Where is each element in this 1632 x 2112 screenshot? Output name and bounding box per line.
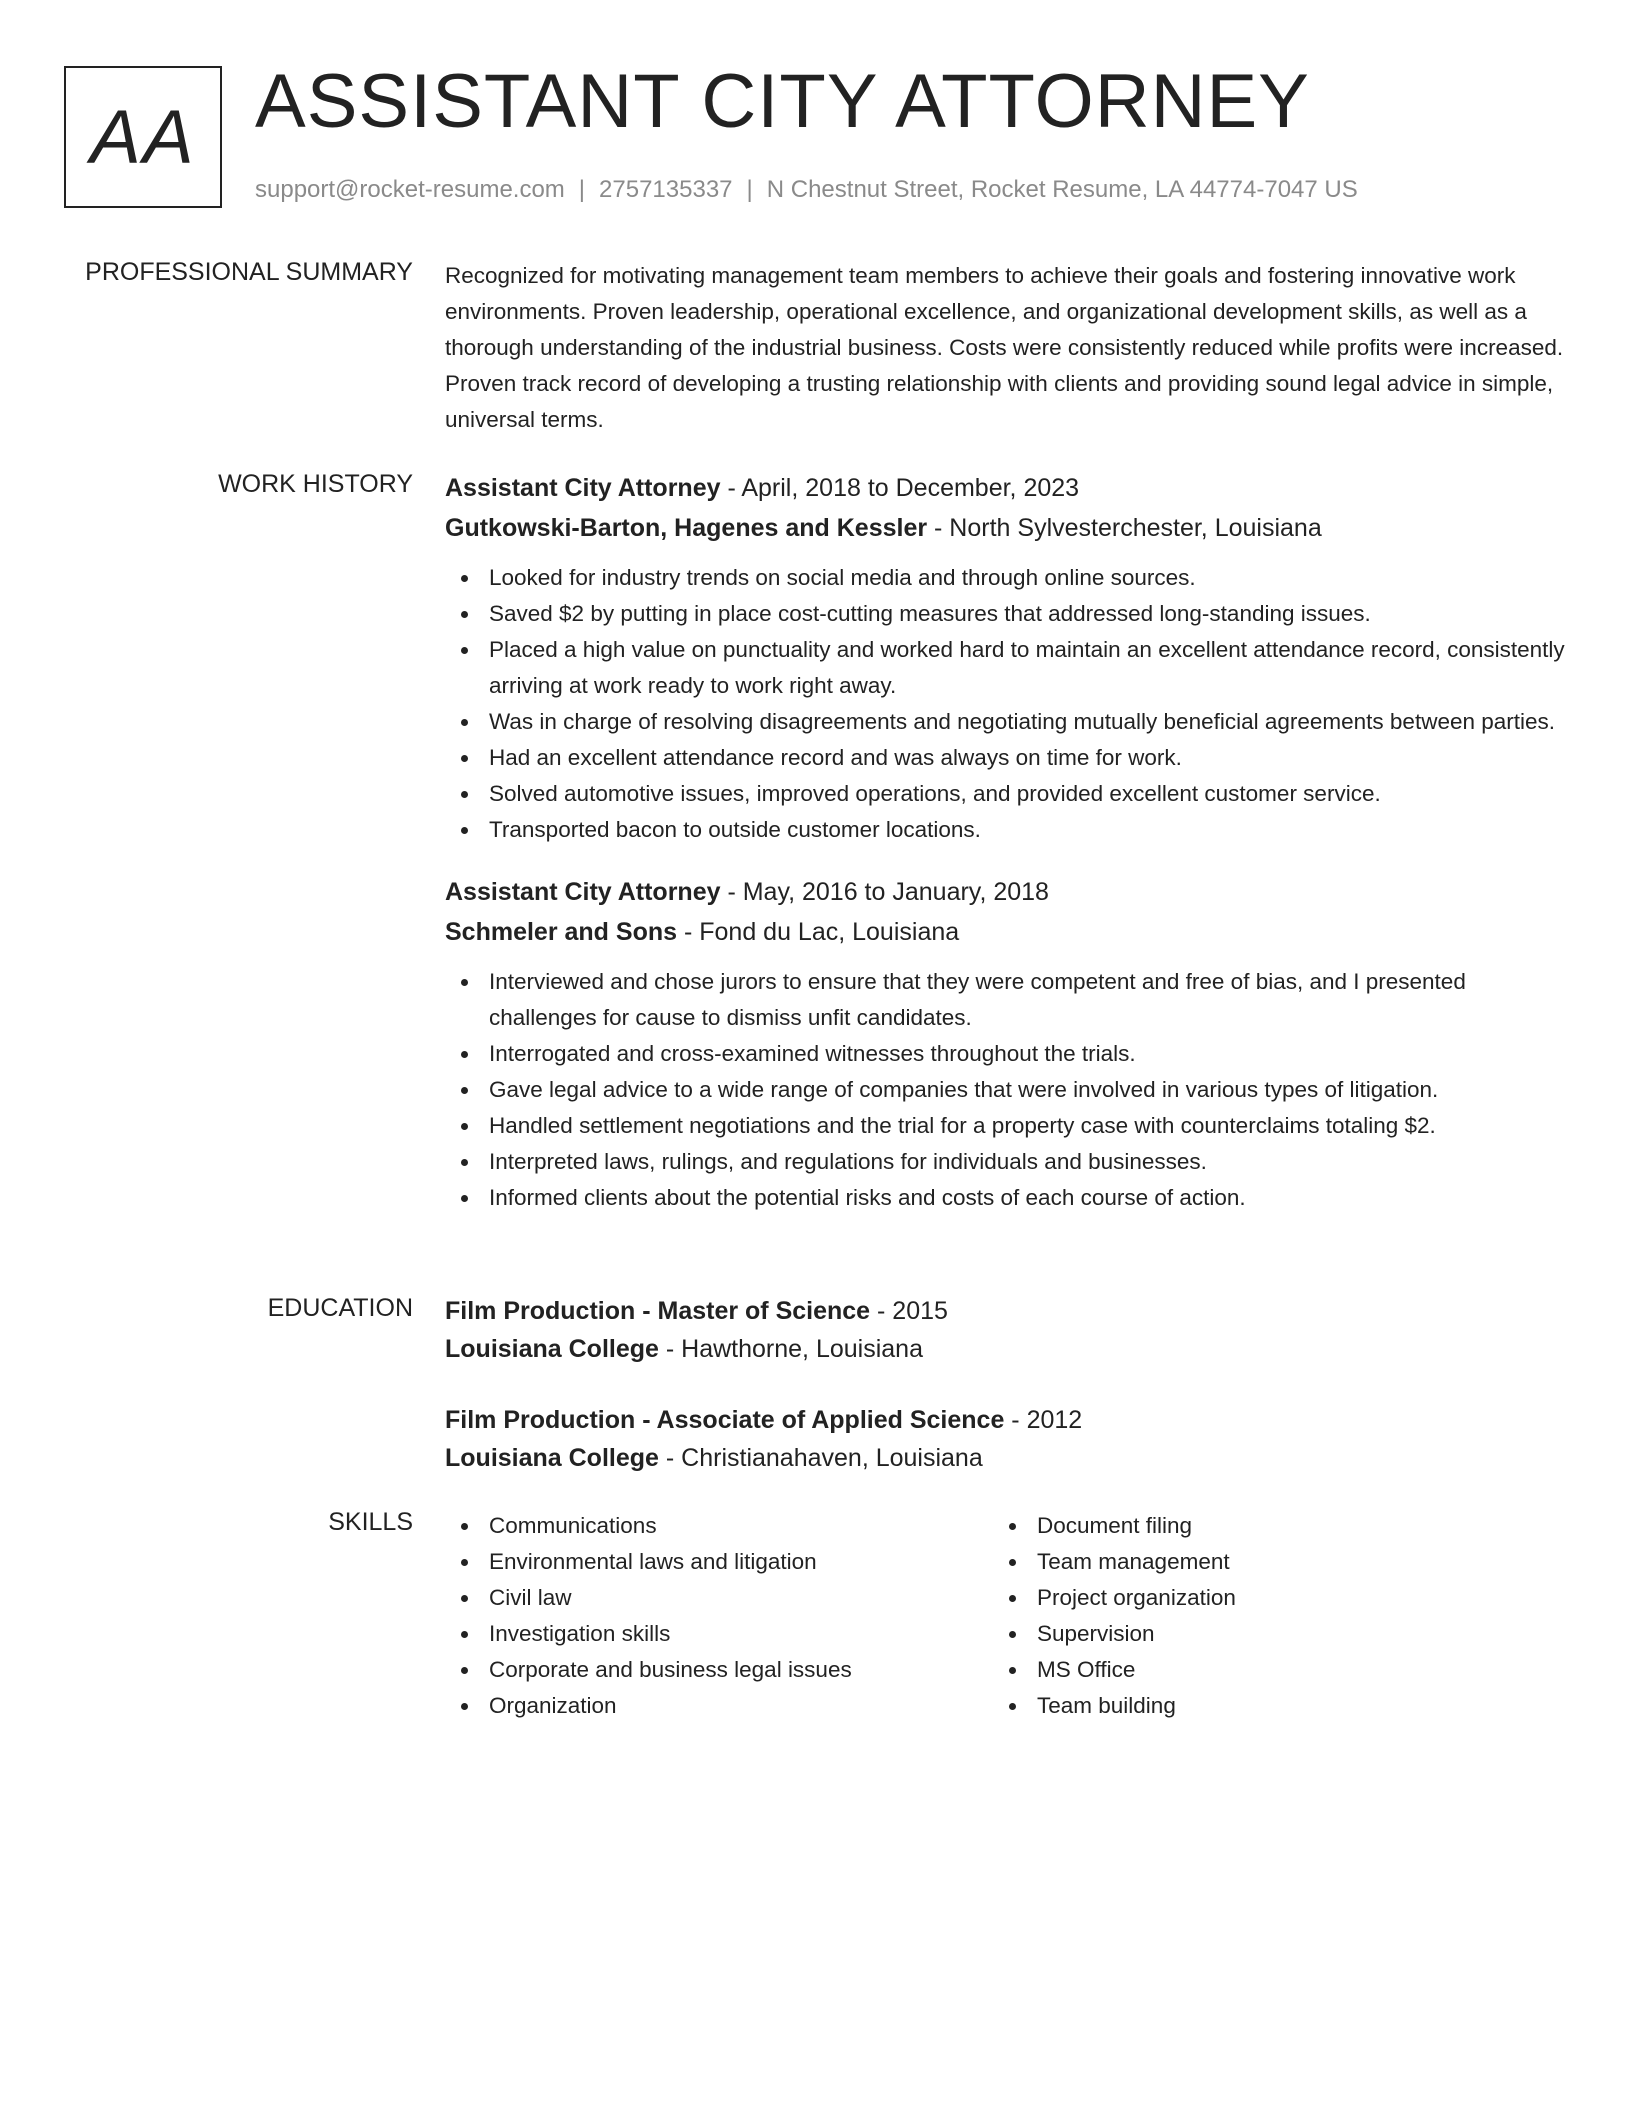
skill-item: Document filing [993, 1508, 1541, 1544]
job-bullet: Interpreted laws, rulings, and regulations for individuals and businesses. [445, 1144, 1565, 1180]
skill-item: Environmental laws and litigation [445, 1544, 993, 1580]
work-history-body [445, 468, 1565, 1216]
job-company-line [445, 508, 1565, 548]
job-company: Schmeler and Sons [445, 918, 678, 946]
education-degree: Film Production - Master of Science [445, 1297, 871, 1325]
job-bullets [445, 964, 1565, 1216]
job-bullet: Gave legal advice to a wide range of companies that were involved in various types of litigation. [445, 1072, 1565, 1108]
section-label-education: EDUCATION [267, 1294, 413, 1322]
skill-item: Corporate and business legal issues [445, 1652, 993, 1688]
skill-item: Organization [445, 1688, 993, 1724]
contact-separator: | [578, 176, 586, 203]
job-bullet: Informed clients about the potential risks and costs of each course of action. [445, 1180, 1565, 1216]
job-title-line [445, 468, 1565, 508]
job-title-line [445, 872, 1565, 912]
education-school: Louisiana College [445, 1335, 659, 1363]
skill-item: Communications [445, 1508, 993, 1544]
contact-phone: 2757135337 [599, 176, 733, 203]
contact-email: support@rocket-resume.com [255, 176, 565, 203]
section-label-summary: PROFESSIONAL SUMMARY [85, 258, 413, 286]
job-company-line [445, 912, 1565, 952]
job-company: Gutkowski-Barton, Hagenes and Kessler [445, 514, 928, 542]
job-bullet: Placed a high value on punctuality and worked hard to maintain an excellent attendance record, consistently arriving at work ready to work right away. [445, 632, 1565, 704]
job-bullet: Interrogated and cross-examined witnesses throughout the trials. [445, 1036, 1565, 1072]
education-degree: Film Production - Associate of Applied Science [445, 1406, 1005, 1434]
education-entry [445, 1292, 1565, 1368]
job-location: - North Sylvesterchester, Louisiana [927, 514, 1322, 542]
skills-column-left [445, 1508, 993, 1724]
skill-item: Investigation skills [445, 1616, 993, 1652]
job-bullet: Handled settlement negotiations and the trial for a property case with counterclaims totaling $2. [445, 1108, 1565, 1144]
contact-line [255, 176, 1358, 204]
job-dates: - May, 2016 to January, 2018 [720, 878, 1049, 906]
skills-columns [445, 1508, 1565, 1724]
contact-address: N Chestnut Street, Rocket Resume, LA 44774-7047 US [766, 176, 1358, 203]
education-degree-line [445, 1401, 1565, 1439]
skill-item: Team building [993, 1688, 1541, 1724]
education-degree-line [445, 1292, 1565, 1330]
job-dates: - April, 2018 to December, 2023 [720, 474, 1080, 502]
skill-item: Supervision [993, 1616, 1541, 1652]
education-school: Louisiana College [445, 1444, 659, 1472]
skills-list-right [993, 1508, 1541, 1724]
job-title: Assistant City Attorney [445, 878, 721, 906]
job-bullet: Looked for industry trends on social media and through online sources. [445, 560, 1565, 596]
skills-column-right [993, 1508, 1541, 1724]
job-bullet: Interviewed and chose jurors to ensure that they were competent and free of bias, and I presented challenges for cause to dismiss unfit candidates. [445, 964, 1565, 1036]
skill-item: Team management [993, 1544, 1541, 1580]
job-bullet: Had an excellent attendance record and was always on time for work. [445, 740, 1565, 776]
job-entry [445, 872, 1565, 1216]
education-location: - Christianahaven, Louisiana [658, 1444, 983, 1472]
education-location: - Hawthorne, Louisiana [658, 1335, 923, 1363]
contact-separator: | [746, 176, 753, 203]
education-school-line [445, 1439, 1565, 1477]
job-bullet: Transported bacon to outside customer locations. [445, 812, 1565, 848]
skill-item: Project organization [993, 1580, 1541, 1616]
monogram-box [64, 66, 222, 208]
monogram-initials: AA [90, 94, 196, 180]
resume-title: ASSISTANT CITY ATTORNEY [255, 59, 1310, 144]
job-bullets [445, 560, 1565, 848]
education-body [445, 1292, 1565, 1477]
job-location: - Fond du Lac, Louisiana [677, 918, 960, 946]
skills-list-left [445, 1508, 993, 1724]
summary-body [445, 258, 1565, 438]
section-label-skills: SKILLS [328, 1508, 413, 1536]
summary-text: Recognized for motivating management team members to achieve their goals and fostering innovative work environments. Proven leadership, operational excellence, and organizational development skills, as well as a thorough understanding of the industrial business. Costs were consistently reduced while profits were increased. Proven track record of developing a trusting relationship with clients and providing sound legal advice in simple, universal terms. [445, 263, 1564, 432]
education-school-line [445, 1330, 1565, 1368]
section-label-work-history: WORK HISTORY [218, 470, 413, 498]
skill-item: MS Office [993, 1652, 1541, 1688]
skills-body [445, 1508, 1565, 1724]
job-title: Assistant City Attorney [445, 474, 721, 502]
education-entry [445, 1401, 1565, 1477]
education-year: - 2012 [1004, 1406, 1083, 1434]
job-bullet: Solved automotive issues, improved operations, and provided excellent customer service. [445, 776, 1565, 812]
job-entry [445, 468, 1565, 848]
skill-item: Civil law [445, 1580, 993, 1616]
job-bullet: Was in charge of resolving disagreements and negotiating mutually beneficial agreements between parties. [445, 704, 1565, 740]
education-year: - 2015 [870, 1297, 948, 1325]
job-bullet: Saved $2 by putting in place cost-cutting measures that addressed long-standing issues. [445, 596, 1565, 632]
